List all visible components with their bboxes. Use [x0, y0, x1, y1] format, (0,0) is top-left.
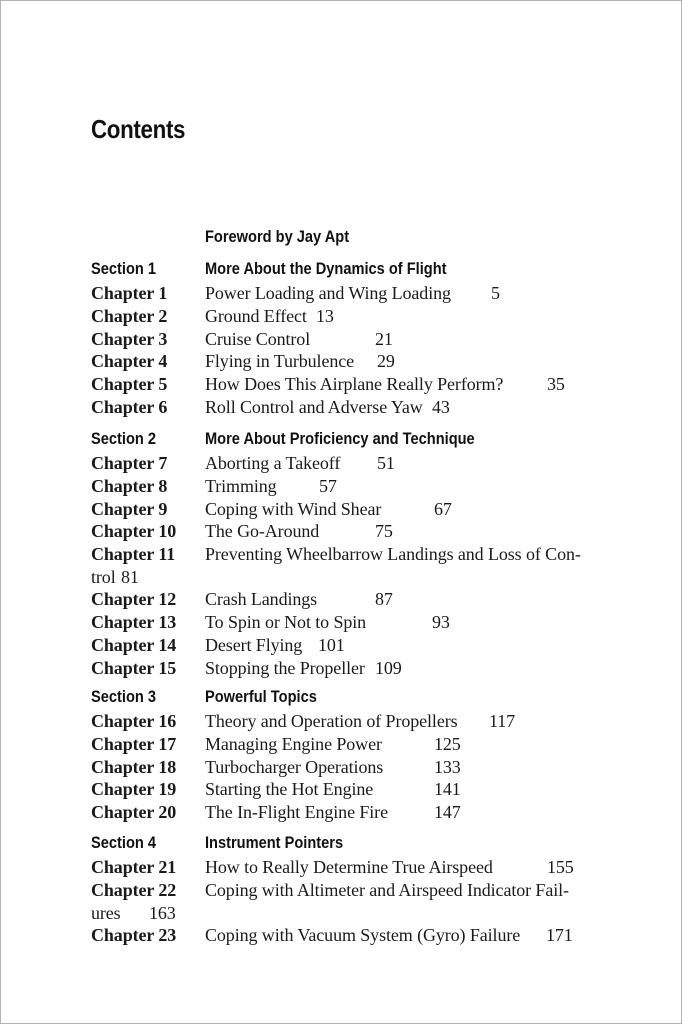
chapter-entry-wrap [91, 902, 651, 925]
section-label: Section 4 [91, 833, 157, 852]
page-number: 29 [377, 351, 395, 372]
page-number: 13 [316, 305, 334, 326]
section-heading [91, 428, 651, 451]
chapter-title: Power Loading and Wing Loading [205, 283, 451, 304]
page-number: 163 [149, 902, 176, 923]
chapter-label: Chapter 4 [91, 351, 168, 372]
chapter-label: Chapter 16 [91, 711, 177, 732]
chapter-label: Chapter 6 [91, 396, 168, 417]
page-number: 171 [546, 925, 573, 946]
page-number: 117 [489, 711, 516, 732]
page-number: 93 [432, 612, 450, 633]
section-label: Section 2 [91, 429, 157, 448]
section-heading [91, 258, 651, 281]
chapter-entry [91, 520, 651, 543]
chapter-entry [91, 475, 651, 498]
chapter-label: Chapter 5 [91, 374, 168, 394]
section-title: Instrument Pointers [205, 833, 344, 852]
chapter-label: Chapter 12 [91, 589, 177, 610]
chapter-title-continued: ures [91, 902, 121, 923]
chapter-title: Managing Engine Power [205, 733, 382, 754]
page-number: 57 [319, 475, 337, 496]
chapter-label: Chapter 7 [91, 453, 168, 474]
chapter-title: Crash Landings [205, 589, 318, 610]
chapter-title: Roll Control and Adverse Yaw [205, 396, 423, 417]
chapter-title: Coping with Altimeter and Airspeed Indicator Fail- [205, 879, 569, 900]
page-number: 51 [377, 453, 395, 474]
chapter-title: Coping with Wind Shear [205, 498, 382, 519]
page-number: 155 [547, 857, 574, 878]
chapter-entry [91, 733, 651, 756]
chapter-title: Ground Effect [205, 305, 307, 326]
section-title: More About the Dynamics of Flight [205, 259, 447, 278]
chapter-entry [91, 756, 651, 779]
chapter-entry [91, 305, 651, 328]
chapter-title: To Spin or Not to Spin [205, 612, 367, 633]
chapter-entry [91, 634, 651, 657]
section-title: More About Proficiency and Technique [205, 429, 475, 448]
chapter-title: Coping with Vacuum System (Gyro) Failure [205, 925, 521, 946]
chapter-title: Theory and Operation of Propellers [205, 711, 458, 732]
page-number: 5 [491, 283, 500, 304]
chapter-entry [91, 282, 651, 305]
section-label: Section 3 [91, 687, 157, 706]
page-number: 133 [434, 756, 461, 777]
chapter-label: Chapter 18 [91, 756, 177, 777]
chapter-label: Chapter 20 [91, 802, 177, 822]
chapter-entry [91, 924, 651, 947]
chapter-entry [91, 710, 651, 733]
page-title: Contents [91, 114, 186, 144]
chapter-title: The Go-Around [205, 521, 320, 542]
chapter-entry [91, 611, 651, 634]
chapter-label: Chapter 2 [91, 305, 168, 326]
chapter-title: Cruise Control [205, 328, 311, 349]
chapter-title: The In-Flight Engine Fire [205, 802, 388, 822]
chapter-entry [91, 452, 651, 475]
chapter-label: Chapter 9 [91, 498, 168, 519]
chapter-label: Chapter 14 [91, 634, 177, 655]
page-number: 109 [375, 657, 402, 678]
chapter-title: Trimming [205, 475, 277, 496]
chapter-label: Chapter 1 [91, 283, 168, 304]
chapter-entry [91, 778, 651, 801]
chapter-title: How Does This Airplane Really Perform? [205, 374, 504, 394]
page-number: 43 [432, 396, 450, 417]
chapter-entry [91, 879, 651, 902]
chapter-title: Desert Flying [205, 634, 303, 655]
chapter-entry [91, 588, 651, 611]
chapter-entry [91, 543, 651, 566]
chapter-label: Chapter 22 [91, 879, 177, 900]
foreword-entry [91, 226, 651, 249]
page-number: 147 [434, 802, 461, 822]
chapter-title: Preventing Wheelbarrow Landings and Loss of Con- [205, 544, 581, 564]
page-number: 101 [318, 634, 345, 655]
chapter-entry [91, 373, 651, 396]
chapter-label: Chapter 10 [91, 521, 177, 542]
chapter-label: Chapter 15 [91, 657, 177, 678]
chapter-title: How to Really Determine True Airspeed [205, 857, 493, 878]
chapter-label: Chapter 17 [91, 733, 177, 754]
table-of-contents [91, 1, 651, 1001]
page-number: 21 [375, 328, 393, 349]
chapter-title: Turbocharger Operations [205, 756, 384, 777]
page-number: 141 [434, 779, 461, 800]
chapter-entry [91, 657, 651, 680]
chapter-entry [91, 498, 651, 521]
chapter-label: Chapter 11 [91, 544, 176, 564]
chapter-title-continued: trol [91, 566, 116, 587]
chapter-title: Aborting a Takeoff [205, 453, 341, 474]
chapter-entry [91, 801, 651, 824]
foreword-title: Foreword by Jay Apt [205, 227, 350, 246]
chapter-title: Flying in Turbulence [205, 351, 355, 372]
section-label: Section 1 [91, 259, 157, 278]
section-title: Powerful Topics [205, 687, 317, 706]
section-heading [91, 686, 651, 709]
chapter-label: Chapter 23 [91, 925, 177, 946]
page-number: 75 [375, 521, 393, 542]
chapter-entry [91, 350, 651, 373]
chapter-entry [91, 856, 651, 879]
page-number: 125 [434, 733, 461, 754]
page-number: 67 [434, 498, 452, 519]
chapter-title: Starting the Hot Engine [205, 779, 374, 800]
chapter-label: Chapter 8 [91, 475, 168, 496]
page-number: 81 [121, 566, 139, 587]
chapter-label: Chapter 21 [91, 857, 177, 878]
chapter-label: Chapter 19 [91, 779, 177, 800]
chapter-entry [91, 396, 651, 419]
chapter-entry [91, 328, 651, 351]
section-heading [91, 832, 651, 855]
chapter-label: Chapter 3 [91, 328, 168, 349]
page-number: 35 [547, 374, 565, 394]
chapter-label: Chapter 13 [91, 612, 177, 633]
chapter-entry-wrap [91, 566, 651, 589]
chapter-title: Stopping the Propeller [205, 657, 365, 678]
page-number: 87 [375, 589, 393, 610]
